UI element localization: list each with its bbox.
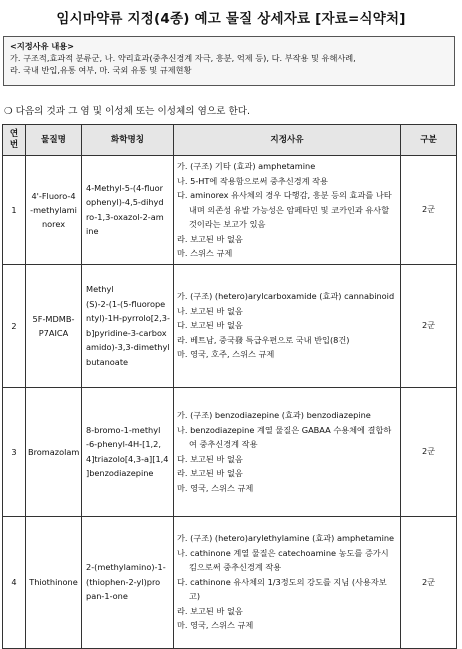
reason-item: 가. (구조) benzodiazepine (효과) benzodiazepine: [177, 410, 371, 420]
chemical-line: ophenyl)-4,5-dihyd: [86, 197, 164, 208]
reason-item: 마. 스위스 규제: [177, 248, 233, 258]
material-line: P7AICA: [38, 327, 69, 338]
chemical-line: ro-1,3-oxazol-2-am: [86, 211, 164, 222]
header-num: [3, 125, 26, 156]
reason-item: 마. 영국, 스위스 규제: [177, 482, 254, 493]
header-chemical: 화학명칭: [82, 125, 174, 156]
substance-table: [2, 124, 457, 649]
table-header-row: [3, 125, 457, 156]
row-num: 1: [3, 156, 26, 265]
reason-item: 라. 보고된 바 없음: [177, 605, 243, 616]
header-reason: 지정사유: [174, 125, 401, 156]
chemical-line: 4]triazolo[4,3-a][1,4: [86, 453, 169, 464]
legend-heading: <지정사유 내용>: [10, 41, 75, 51]
reason-item: 가. (구조) (hetero)arylethylamine (효과) amphetamine: [177, 533, 395, 544]
category: 2군: [401, 264, 457, 387]
reason-item: 나. 보고된 바 없음: [177, 305, 243, 316]
material-name: [26, 387, 82, 516]
designation-reasons: [174, 264, 401, 387]
reason-item: 라. 보고된 바 없음: [177, 233, 243, 244]
table-row: [3, 516, 457, 648]
material-line: Bromazolam: [28, 446, 80, 457]
chemical-line: 2-(methylamino)-1-: [86, 562, 166, 573]
chemical-line: (thiophen-2-yl)pro: [86, 576, 161, 587]
reason-item: 마. 영국, 호주, 스위스 규제: [177, 349, 275, 360]
chemical-line: -6-phenyl-4H-[1,2,: [86, 439, 161, 449]
reason-item: 가. (구조) (hetero)arylcarboxamide (효과) cannabinoid: [177, 291, 395, 302]
chemical-line: Methyl: [86, 284, 114, 294]
header-num-label: 연번: [9, 129, 19, 150]
chemical-line: 4-Methyl-5-(4-fluor: [86, 182, 163, 193]
row-num: 3: [3, 387, 26, 516]
chemical-line: (S)-2-(1-(5-fluoropentyl)-1H-pyrrolo[2,3-b]pyridine-3-carboxamido)-3,3-dimethylbutanoate: [86, 298, 170, 367]
reason-item: 다. cathinone 유사체의 1/3정도의 강도를 지님 (사용자보고): [177, 576, 387, 602]
header-material: 물질명: [26, 125, 82, 156]
material-name: [26, 264, 82, 387]
reason-item: 라. 보고된 바 없음: [177, 468, 243, 478]
chemical-line: pan-1-one: [86, 591, 128, 602]
material-line: norex: [41, 218, 66, 229]
reason-item: 나. cathinone 계열 물질은 catechoamine 농도를 증가시킴으로써 중추신경계 작용: [177, 547, 389, 573]
chemical-name: [82, 387, 174, 516]
intro-text: ❍ 다음의 것과 그 염 및 이성체 또는 이성체의 염으로 한다.: [4, 106, 251, 117]
page-title: 임시마약류 지정(4종) 예고 물질 상세자료 [자료=식약처]: [56, 11, 406, 27]
chemical-name: [82, 516, 174, 648]
category: 2군: [401, 516, 457, 648]
material-line: -methylami: [30, 204, 77, 215]
category: 2군: [401, 387, 457, 516]
reason-item: 나. 5-HT에 작용함으로써 중추신경계 작용: [177, 175, 328, 186]
material-line: 4'-Fluoro-4: [31, 190, 76, 201]
designation-reasons: [174, 387, 401, 516]
category: 2군: [401, 156, 457, 265]
legend-line-2: 라. 국내 반입,유통 여부, 마. 국외 유통 및 규제현황: [10, 65, 192, 76]
reason-item: 다. aminorex 유사체의 경우 다행감, 흥분 등의 효과를 나타내며 의존성 유발 가능성은 암페타민 및 코카인과 유사할 것이라는 보고가 있음: [177, 190, 392, 229]
material-line: 5F-MDMB-: [32, 313, 75, 324]
material-name: [26, 516, 82, 648]
designation-reason-legend: [3, 36, 455, 86]
reason-item: 나. benzodiazepine 계열 물질은 GABAA 수용체에 결합하여 중추신경계 작용: [177, 424, 392, 449]
reason-item: 마. 영국, 스위스 규제: [177, 620, 254, 631]
row-num: 4: [3, 516, 26, 648]
designation-reasons: [174, 516, 401, 648]
row-num: 2: [3, 264, 26, 387]
table-row: [3, 387, 457, 516]
chemical-name: [82, 156, 174, 265]
legend-line-1: 가. 구조적,효과적 분류군, 나. 약리효과(중추신경계 자극, 흥분, 억제 등), 다. 부작용 및 유해사례,: [10, 53, 356, 64]
chemical-line: ine: [86, 226, 99, 237]
table-row: [3, 264, 457, 387]
chemical-name: [82, 264, 174, 387]
reason-item: 다. 보고된 바 없음: [177, 320, 243, 331]
reason-item: 라. 베트남, 중국發 특급우편으로 국내 반입(8건): [177, 334, 350, 345]
designation-reasons: [174, 156, 401, 265]
reason-item: 다. 보고된 바 없음: [177, 453, 243, 464]
chemical-line: ]benzodiazepine: [86, 468, 154, 478]
header-category: 구분: [401, 125, 457, 156]
table-row: [3, 156, 457, 265]
material-line: Thiothinone: [29, 577, 78, 587]
chemical-line: 8-bromo-1-methyl: [86, 424, 161, 435]
reason-item: 가. (구조) 기타 (효과) amphetamine: [177, 161, 316, 171]
material-name: [26, 156, 82, 265]
